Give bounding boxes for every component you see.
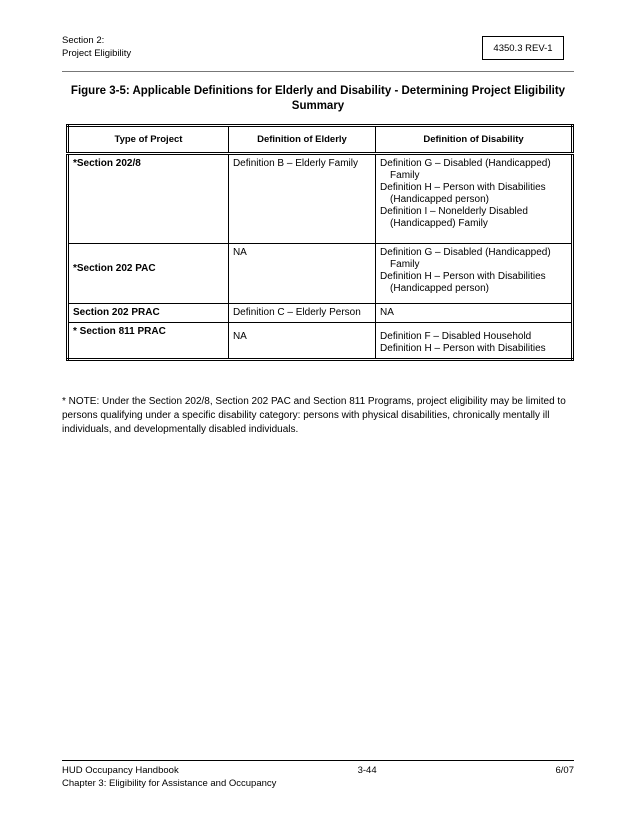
- footer-rule: [62, 760, 574, 761]
- disability-definition: Definition H – Person with Disabilities (Handicapped person): [380, 182, 546, 205]
- column-header-elderly: Definition of Elderly: [228, 126, 375, 154]
- doc-number-box: [482, 36, 564, 60]
- disability-cell: [376, 244, 573, 304]
- project-cell: [68, 323, 229, 360]
- footer-date: 6/07: [555, 765, 574, 776]
- disability-cell: [376, 304, 573, 323]
- project-cell: [68, 304, 229, 323]
- figure-title: Figure 3-5: Applicable Definitions for Elderly and Disability - Determining Project Eligibility Summary: [70, 85, 566, 112]
- project-name: *Section 202/8: [73, 158, 141, 169]
- table-row: [68, 244, 573, 304]
- column-header-disability: Definition of Disability: [376, 126, 573, 154]
- eligibility-note: * NOTE: Under the Section 202/8, Section 202 PAC and Section 811 Programs, project eligibility may be limited to persons qualifying under a specific disability category: persons with physical disabilities, chronically mentally ill individuals, and developmentally disabled individuals.: [62, 396, 566, 435]
- disability-definition: Definition F – Disabled Household: [380, 331, 532, 342]
- header-rule: [62, 71, 574, 72]
- elderly-definition: NA: [232, 331, 247, 342]
- table-row: [68, 323, 573, 360]
- disability-definition: Definition I – Nonelderly Disabled (Handicapped) Family: [380, 206, 528, 229]
- footer-chapter: Chapter 3: Eligibility for Assistance and Occupancy: [62, 778, 277, 789]
- running-footer: [62, 764, 574, 790]
- project-name: Section 202 PRAC: [73, 307, 160, 318]
- project-cell: [68, 244, 229, 304]
- disability-definition: Definition H – Person with Disabilities (Handicapped person): [380, 271, 546, 294]
- elderly-cell: NA: [228, 244, 375, 304]
- disability-cell: [376, 323, 573, 360]
- table-header-row: [68, 126, 573, 154]
- definitions-table: [66, 124, 574, 361]
- footer-page-number: 3-44: [357, 765, 377, 776]
- disability-definition: Definition H – Person with Disabilities: [380, 343, 546, 354]
- disability-definition: Definition G – Disabled (Handicapped) Family: [380, 247, 551, 270]
- doc-number: 4350.3 REV-1: [493, 42, 553, 54]
- elderly-cell: Definition B – Elderly Family: [228, 154, 375, 244]
- header-subsection: Project Eligibility: [62, 48, 132, 59]
- project-name: *Section 202 PAC: [73, 263, 156, 274]
- footer-handbook: HUD Occupancy Handbook: [62, 765, 179, 776]
- column-header-project: Type of Project: [68, 126, 229, 154]
- elderly-cell: [228, 323, 375, 360]
- project-name: * Section 811 PRAC: [73, 326, 166, 337]
- running-header: [62, 34, 131, 60]
- header-section: Section 2:: [62, 35, 105, 46]
- disability-definition: NA: [380, 307, 394, 318]
- elderly-definition: Definition C – Elderly Person: [232, 307, 361, 318]
- disability-definition: Definition G – Disabled (Handicapped) Family: [380, 158, 551, 181]
- disability-cell: [376, 154, 573, 244]
- table-row: [68, 154, 573, 244]
- project-cell: [68, 154, 229, 244]
- table-row: [68, 304, 573, 323]
- elderly-cell: [228, 304, 375, 323]
